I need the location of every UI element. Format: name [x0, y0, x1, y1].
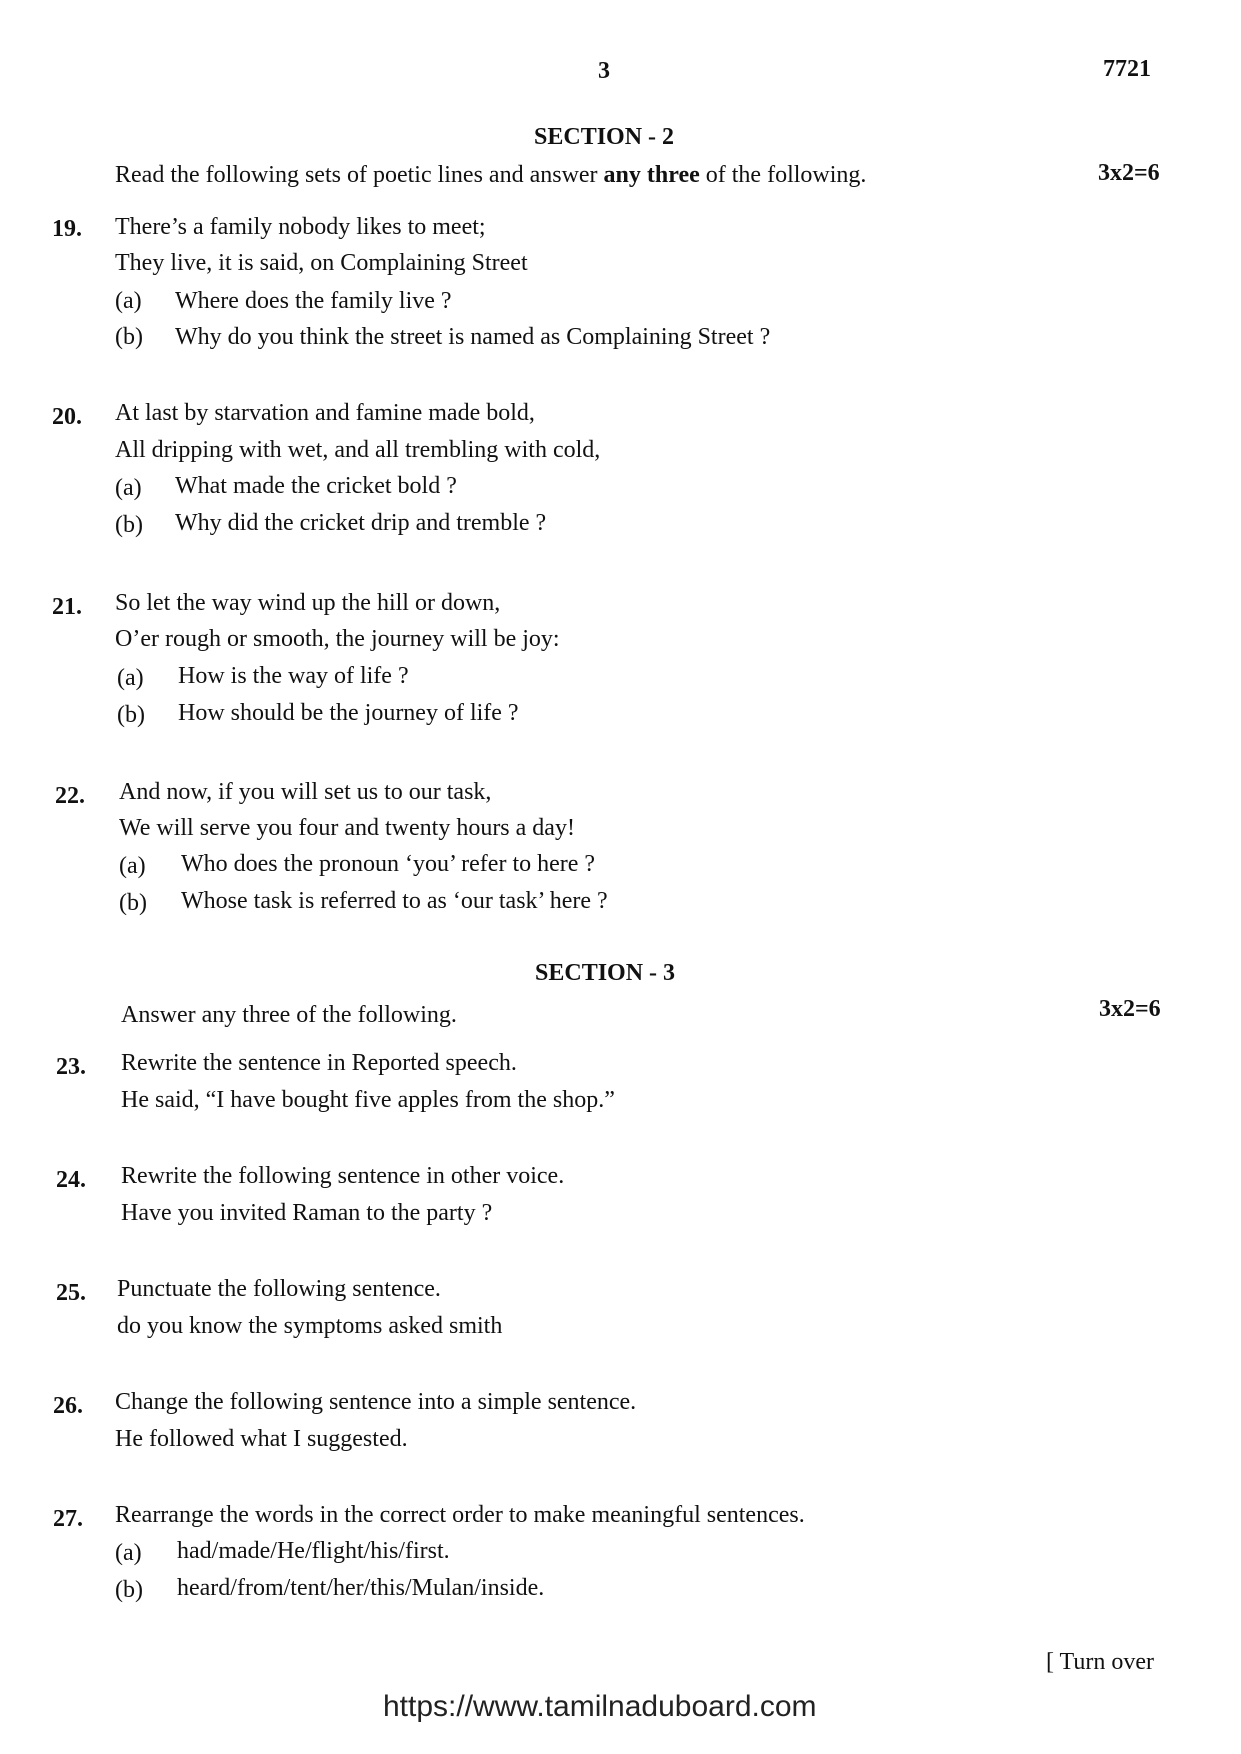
part-label: (a) [117, 665, 144, 691]
question-number: 21. [52, 594, 82, 620]
paper-code: 7721 [1103, 56, 1151, 82]
part-label: (a) [115, 288, 142, 314]
section-3-instruction: Answer any three of the following. [121, 1002, 457, 1028]
question-number: 26. [53, 1393, 83, 1419]
section-2-marks: 3x2=6 [1098, 160, 1160, 186]
part-label: (b) [115, 512, 143, 538]
poem-line: There’s a family nobody likes to meet; [115, 214, 486, 240]
poem-line: So let the way wind up the hill or down, [115, 590, 501, 616]
poem-line: All dripping with wet, and all trembling with cold, [115, 437, 601, 463]
part-text: Where does the family live ? [175, 288, 452, 314]
part-text: How should be the journey of life ? [178, 700, 519, 726]
part-text: Why did the cricket drip and tremble ? [175, 510, 547, 536]
section-2-title: SECTION - 2 [534, 124, 675, 150]
question-text: Rewrite the following sentence in other voice. [121, 1163, 565, 1189]
poem-line: And now, if you will set us to our task, [119, 779, 492, 805]
question-number: 24. [56, 1167, 86, 1193]
section-2-instruction: Read the following sets of poetic lines and answer any three of the following. [115, 162, 867, 188]
part-label: (b) [117, 702, 145, 728]
section-3-marks: 3x2=6 [1099, 996, 1161, 1022]
poem-line: At last by starvation and famine made bold, [115, 400, 535, 426]
part-text: Who does the pronoun ‘you’ refer to here ? [181, 851, 596, 877]
question-number: 23. [56, 1054, 86, 1080]
part-label: (b) [115, 1577, 143, 1603]
question-text: Change the following sentence into a simple sentence. [115, 1389, 637, 1415]
question-number: 19. [52, 216, 82, 242]
question-number: 20. [52, 404, 82, 430]
part-text: Whose task is referred to as ‘our task’ here ? [181, 888, 608, 914]
question-text: Punctuate the following sentence. [117, 1276, 441, 1302]
part-label: (b) [115, 324, 143, 350]
part-text: How is the way of life ? [178, 663, 409, 689]
question-number: 22. [55, 783, 85, 809]
part-text: heard/from/tent/her/this/Mulan/inside. [177, 1575, 545, 1601]
question-text: Have you invited Raman to the party ? [121, 1200, 493, 1226]
question-text: He said, “I have bought five apples from the shop.” [121, 1087, 615, 1113]
question-number: 25. [56, 1280, 86, 1306]
question-text: He followed what I suggested. [115, 1426, 408, 1452]
part-label: (a) [115, 1540, 142, 1566]
part-text: had/made/He/flight/his/first. [177, 1538, 450, 1564]
question-text: Rearrange the words in the correct order to make meaningful sentences. [115, 1502, 805, 1528]
part-label: (b) [119, 890, 147, 916]
poem-line: They live, it is said, on Complaining Street [115, 250, 528, 276]
watermark-url: https://www.tamilnaduboard.com [383, 1690, 817, 1723]
part-label: (a) [119, 853, 146, 879]
page-number: 3 [598, 58, 610, 84]
turn-over-note: [ Turn over [1046, 1649, 1155, 1675]
part-text: What made the cricket bold ? [175, 473, 457, 499]
part-label: (a) [115, 475, 142, 501]
question-text: Rewrite the sentence in Reported speech. [121, 1050, 517, 1076]
part-text: Why do you think the street is named as Complaining Street ? [175, 324, 771, 350]
section-3-title: SECTION - 3 [535, 960, 676, 986]
poem-line: O’er rough or smooth, the journey will be joy: [115, 626, 560, 652]
question-number: 27. [53, 1506, 83, 1532]
question-text: do you know the symptoms asked smith [117, 1313, 503, 1339]
poem-line: We will serve you four and twenty hours a day! [119, 815, 575, 841]
